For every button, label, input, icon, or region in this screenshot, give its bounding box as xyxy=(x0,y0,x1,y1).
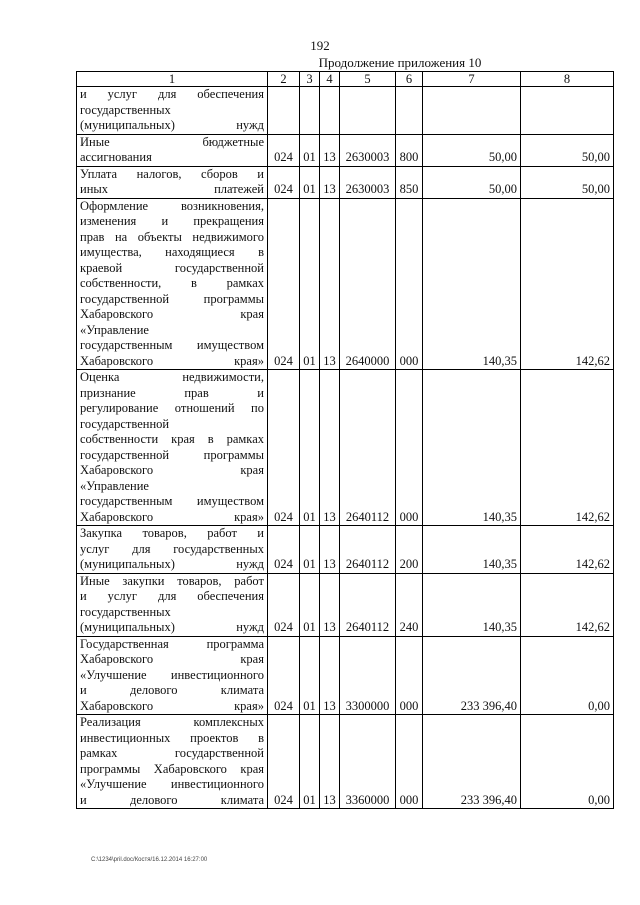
target-article-cell: 2640112 xyxy=(340,370,396,526)
row-name-line: «Улучшение инвестиционного xyxy=(80,777,264,791)
section-cell: 01 xyxy=(300,166,320,198)
expense-type-cell: 850 xyxy=(396,166,423,198)
table-row xyxy=(77,87,614,135)
subsection-cell: 13 xyxy=(320,715,340,809)
amount-2015-cell: 140,35 xyxy=(423,198,521,370)
row-name-line: и делового климата xyxy=(80,792,264,807)
row-name-line: (муниципальных) нужд xyxy=(80,118,264,132)
expense-type-cell: 000 xyxy=(396,636,423,715)
table-row xyxy=(77,134,614,166)
row-name-line: прав на объекты недвижимого xyxy=(80,229,264,244)
row-name-line: государственной программы xyxy=(80,291,264,306)
row-name-line: программы Хабаровского края xyxy=(80,761,264,776)
row-name-line: собственности края в рамках xyxy=(80,432,264,446)
row-name-line: Хабаровского края xyxy=(80,307,264,321)
amount-2016-cell: 0,00 xyxy=(521,636,614,715)
column-header-2: 2 xyxy=(268,72,300,87)
column-header-1: 1 xyxy=(77,72,268,87)
column-header-3: 3 xyxy=(300,72,320,87)
row-name-line: Закупка товаров, работ и xyxy=(80,526,264,540)
row-name-line: Хабаровского края» xyxy=(80,698,264,713)
row-name-line: Оценка недвижимости, xyxy=(80,370,264,384)
amount-2015-cell: 140,35 xyxy=(423,526,521,574)
subsection-cell: 13 xyxy=(320,370,340,526)
column-header-7: 7 xyxy=(423,72,521,87)
admin-code-cell: 024 xyxy=(268,370,300,526)
subsection-cell: 13 xyxy=(320,526,340,574)
amount-2015-cell: 50,00 xyxy=(423,166,521,198)
admin-code-cell: 024 xyxy=(268,573,300,636)
footer-path: C:\1234\pril.doc/Костя/16.12.2014 16:27:00 xyxy=(91,857,208,863)
subsection-cell: 13 xyxy=(320,636,340,715)
admin-code-cell: 024 xyxy=(268,166,300,198)
column-header-6: 6 xyxy=(396,72,423,87)
amount-2016-cell: 50,00 xyxy=(521,134,614,166)
amount-2016-cell: 142,62 xyxy=(521,526,614,574)
admin-code-cell: 024 xyxy=(268,198,300,370)
subsection-cell: 13 xyxy=(320,573,340,636)
subsection-cell: 13 xyxy=(320,134,340,166)
column-header-4: 4 xyxy=(320,72,340,87)
admin-code-cell: 024 xyxy=(268,134,300,166)
row-name-line: изменения и прекращения xyxy=(80,214,264,228)
amount-2015-cell: 140,35 xyxy=(423,370,521,526)
row-name-line: государственных xyxy=(80,102,171,117)
expense-type-cell: 000 xyxy=(396,715,423,809)
section-cell: 01 xyxy=(300,134,320,166)
row-name-line: государственным имуществом xyxy=(80,494,264,508)
admin-code-cell: 024 xyxy=(268,526,300,574)
row-name-cell xyxy=(77,573,268,636)
row-name-line: (муниципальных) нужд xyxy=(80,620,264,634)
target-article-cell: 3360000 xyxy=(340,715,396,809)
row-name-line: ассигнования xyxy=(80,150,152,164)
subsection-cell xyxy=(320,87,340,135)
row-name-line: Иные бюджетные xyxy=(80,134,264,149)
row-name-line: Государственная программа xyxy=(80,636,264,651)
target-article-cell: 2630003 xyxy=(340,134,396,166)
table-row xyxy=(77,636,614,715)
header-row xyxy=(77,72,614,87)
section-cell: 01 xyxy=(300,715,320,809)
row-name-line: Хабаровского края» xyxy=(80,509,264,524)
continuation-title: Продолжение приложения 10 xyxy=(318,55,482,70)
row-name-cell xyxy=(77,715,268,809)
table-row xyxy=(77,526,614,574)
row-name-line: регулирование отношений по xyxy=(80,401,264,415)
row-name-line: Хабаровского края xyxy=(80,652,264,666)
column-header-5: 5 xyxy=(340,72,396,87)
row-name-line: краевой государственной xyxy=(80,260,264,275)
table-row xyxy=(77,573,614,636)
row-name-line: Оформление возникновения, xyxy=(80,198,264,213)
table-row xyxy=(77,166,614,198)
row-name-line: Уплата налогов, сборов и xyxy=(80,166,264,181)
target-article-cell: 2640112 xyxy=(340,526,396,574)
row-name-cell xyxy=(77,526,268,574)
target-article-cell: 2630003 xyxy=(340,166,396,198)
subsection-cell: 13 xyxy=(320,198,340,370)
row-name-cell xyxy=(77,134,268,166)
row-name-line: Иные закупки товаров, работ xyxy=(80,573,264,588)
expense-type-cell: 800 xyxy=(396,134,423,166)
row-name-line: Хабаровского края xyxy=(80,463,264,477)
admin-code-cell: 024 xyxy=(268,636,300,715)
row-name-line: «Улучшение инвестиционного xyxy=(80,667,264,682)
target-article-cell: 3300000 xyxy=(340,636,396,715)
section-cell: 01 xyxy=(300,636,320,715)
amount-2016-cell: 142,62 xyxy=(521,198,614,370)
row-name-line: и услуг для обеспечения xyxy=(80,87,264,101)
subsection-cell: 13 xyxy=(320,166,340,198)
row-name-line: «Управление xyxy=(80,478,149,493)
target-article-cell: 2640000 xyxy=(340,198,396,370)
amount-2015-cell: 233 396,40 xyxy=(423,715,521,809)
admin-code-cell: 024 xyxy=(268,715,300,809)
row-name-cell xyxy=(77,370,268,526)
row-name-line: «Управление xyxy=(80,322,149,337)
section-cell xyxy=(300,87,320,135)
column-header-8: 8 xyxy=(521,72,614,87)
row-name-cell xyxy=(77,87,268,135)
row-name-line: Реализация комплексных xyxy=(80,715,264,729)
expense-type-cell: 200 xyxy=(396,526,423,574)
table-row xyxy=(77,715,614,809)
section-cell: 01 xyxy=(300,198,320,370)
row-name-line: (муниципальных) нужд xyxy=(80,557,264,571)
row-name-line: иных платежей xyxy=(80,182,264,196)
target-article-cell xyxy=(340,87,396,135)
table-row xyxy=(77,198,614,370)
row-name-line: услуг для государственных xyxy=(80,541,264,556)
amount-2015-cell: 140,35 xyxy=(423,573,521,636)
row-name-cell xyxy=(77,166,268,198)
amount-2016-cell: 0,00 xyxy=(521,715,614,809)
budget-table xyxy=(76,71,614,809)
row-name-cell xyxy=(77,198,268,370)
row-name-cell xyxy=(77,636,268,715)
row-name-line: инвестиционных проектов в xyxy=(80,730,264,745)
row-name-line: государственной xyxy=(80,416,170,431)
row-name-line: Хабаровского края» xyxy=(80,353,264,368)
row-name-line: и делового климата xyxy=(80,683,264,697)
row-name-line: рамках государственной xyxy=(80,746,264,760)
admin-code-cell xyxy=(268,87,300,135)
section-cell: 01 xyxy=(300,370,320,526)
table-row xyxy=(77,370,614,526)
amount-2016-cell: 142,62 xyxy=(521,370,614,526)
amount-2015-cell: 233 396,40 xyxy=(423,636,521,715)
amount-2015-cell: 50,00 xyxy=(423,134,521,166)
row-name-line: государственной программы xyxy=(80,447,264,462)
table-body xyxy=(77,87,614,809)
page-number: 192 xyxy=(310,38,330,53)
row-name-line: признание прав и xyxy=(80,385,264,400)
row-name-line: государственным имуществом xyxy=(80,338,264,352)
expense-type-cell: 000 xyxy=(396,370,423,526)
amount-2015-cell xyxy=(423,87,521,135)
expense-type-cell xyxy=(396,87,423,135)
amount-2016-cell: 142,62 xyxy=(521,573,614,636)
section-cell: 01 xyxy=(300,573,320,636)
expense-type-cell: 240 xyxy=(396,573,423,636)
target-article-cell: 2640112 xyxy=(340,573,396,636)
section-cell: 01 xyxy=(300,526,320,574)
row-name-line: собственности, в рамках xyxy=(80,276,264,290)
expense-type-cell: 000 xyxy=(396,198,423,370)
row-name-line: имущества, находящиеся в xyxy=(80,245,264,259)
row-name-line: и услуг для обеспечения xyxy=(80,589,264,603)
amount-2016-cell: 50,00 xyxy=(521,166,614,198)
row-name-line: государственных xyxy=(80,604,171,619)
amount-2016-cell xyxy=(521,87,614,135)
